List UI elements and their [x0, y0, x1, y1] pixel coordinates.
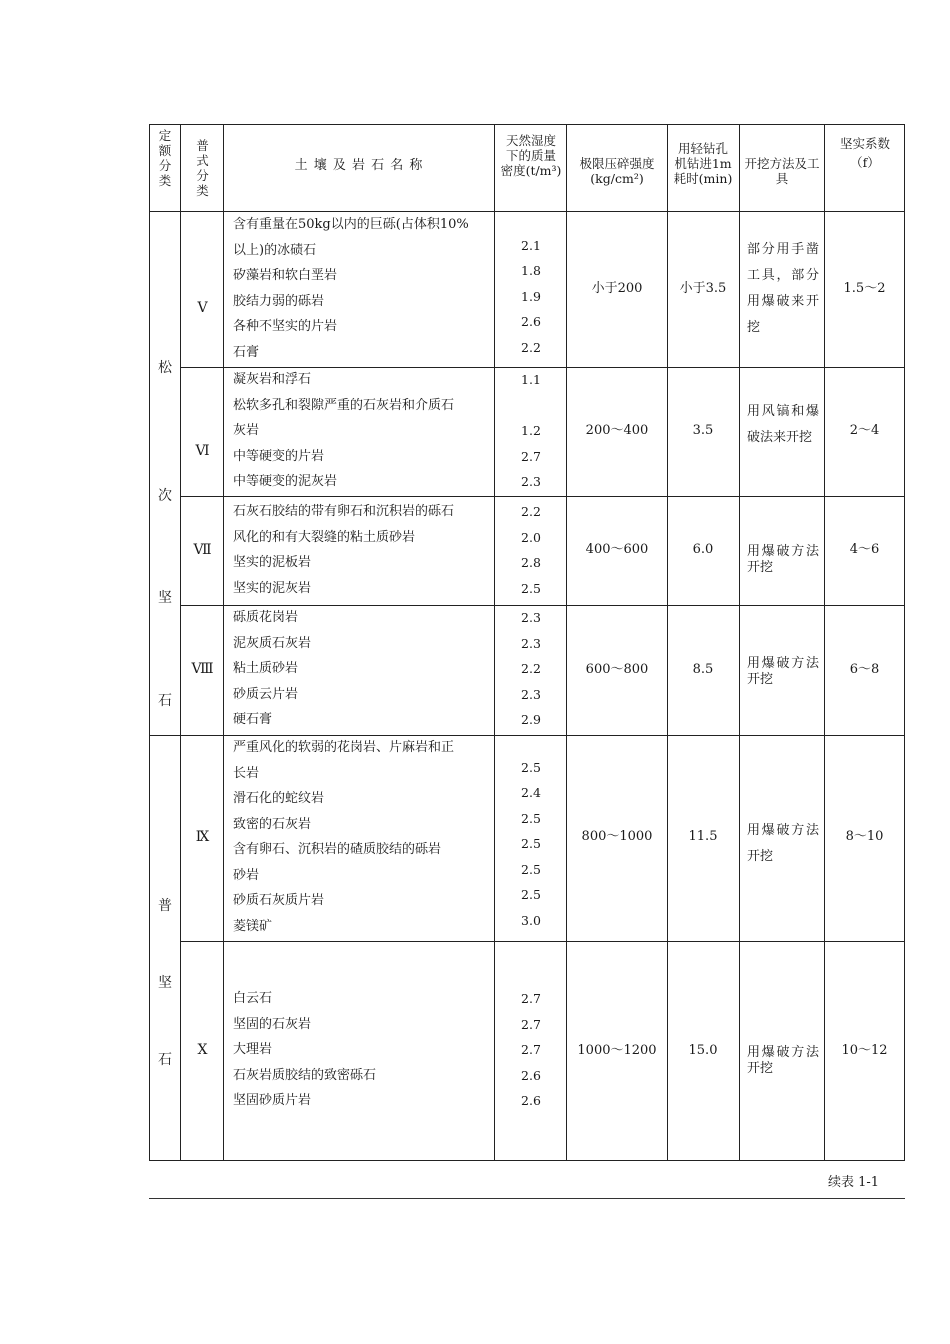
- category-char: 普: [158, 898, 172, 914]
- header-method: 开挖方法及工具: [744, 156, 820, 186]
- coef-value: 2～4: [849, 423, 880, 438]
- rock-name: 致密的石灰岩: [233, 816, 312, 832]
- continued-table-label: 续表 1-1: [828, 1175, 880, 1190]
- coef-value: 10～12: [841, 1043, 888, 1058]
- drill-time-value: 11.5: [688, 829, 718, 844]
- density-value: 2.6: [521, 314, 541, 329]
- rock-name: 砂岩: [233, 867, 260, 883]
- density-list: [496, 367, 566, 495]
- header-strength: 极限压碎强度(kg/cm²): [579, 156, 655, 186]
- density-value: 1.9: [521, 288, 541, 304]
- grade-label: Ⅶ: [193, 542, 212, 558]
- coef-value: 6～8: [849, 662, 880, 677]
- rock-name: 坚固的石灰岩: [233, 1016, 312, 1032]
- density-value: 2.8: [521, 555, 541, 570]
- drill-time-value: 小于3.5: [679, 281, 727, 296]
- rock-name: 中等硬变的片岩: [233, 448, 325, 464]
- rock-name: 坚固砂质片岩: [233, 1093, 312, 1108]
- density-value: 2.0: [521, 529, 541, 545]
- header-drill-time: 用轻钻孔机钻进1m耗时(min): [673, 141, 733, 186]
- rock-name: 矽藻岩和软白垩岩: [233, 268, 338, 283]
- strength-value: 400～600: [585, 542, 649, 557]
- rock-name: 坚实的泥灰岩: [233, 580, 312, 596]
- density-list: [496, 605, 566, 733]
- drill-time-value: 15.0: [688, 1043, 718, 1058]
- grade-label: Ⅷ: [191, 661, 214, 677]
- rock-name-list: [233, 367, 454, 495]
- density-value: 2.5: [521, 580, 541, 596]
- row-divider: [180, 941, 904, 942]
- drill-time-value: 3.5: [692, 423, 714, 438]
- rock-name: 含有重量在50kg以内的巨砾(占体积10%: [233, 217, 469, 232]
- rock-name-list: [233, 735, 454, 939]
- density-value: 2.7: [521, 991, 541, 1006]
- density-value: 2.9: [521, 712, 541, 727]
- density-value: 2.6: [521, 1093, 541, 1108]
- rock-name: 菱镁矿: [233, 918, 273, 934]
- rock-name: 石灰石胶结的带有卵石和沉积岩的砾石: [233, 504, 455, 519]
- rock-name: 含有卵石、沉积岩的碴质胶结的砾岩: [233, 842, 442, 857]
- drill-time-value: 6.0: [692, 542, 714, 557]
- strength-value: 600～800: [585, 662, 649, 677]
- rock-name-list: [233, 212, 469, 365]
- drill-time-value: 8.5: [692, 662, 714, 677]
- density-value: [496, 393, 566, 419]
- density-value: 2.5: [521, 759, 541, 775]
- header-name: 土 壤 及 岩 石 名 称: [294, 158, 424, 173]
- density-value: 2.2: [521, 661, 541, 676]
- method-text: 用爆破方法开挖: [747, 823, 819, 864]
- rock-name: 砂质云片岩: [233, 686, 299, 702]
- rock-name: 坚实的泥板岩: [233, 555, 312, 570]
- rock-name-list: [233, 499, 454, 601]
- strength-value: 小于200: [591, 281, 643, 296]
- density-value: 2.5: [521, 861, 541, 877]
- density-value: 2.5: [521, 810, 541, 826]
- density-value: 2.6: [521, 1067, 541, 1083]
- coef-value: 4～6: [849, 542, 880, 557]
- density-value: 2.7: [521, 448, 541, 464]
- rock-name: 石灰岩质胶结的致密砾石: [233, 1067, 377, 1083]
- col-divider: [739, 125, 740, 1160]
- density-list: [496, 207, 566, 360]
- rock-name: 风化的和有大裂缝的粘土质砂岩: [233, 529, 416, 545]
- category-char: 石: [158, 693, 172, 709]
- density-value: 1.2: [521, 423, 541, 438]
- method-text: 用风镐和爆破法来开挖: [747, 404, 819, 445]
- col-divider: [223, 125, 224, 1160]
- density-value: 2.3: [521, 635, 541, 651]
- rock-name: 凝灰岩和浮石: [233, 372, 312, 387]
- coef-value: 1.5～2: [843, 281, 886, 296]
- category-char: 次: [158, 488, 172, 504]
- density-list: [496, 499, 566, 601]
- density-list: [496, 986, 566, 1114]
- density-value: 2.2: [521, 339, 541, 355]
- rock-name: 粘土质砂岩: [233, 661, 299, 676]
- header-coef: 坚实系数（f）: [839, 136, 890, 170]
- header-density: 天然湿度下的质量密度(t/m³): [500, 133, 562, 178]
- density-value: 2.3: [521, 474, 541, 489]
- rock-name: 大理岩: [233, 1042, 273, 1057]
- density-value: 2.7: [521, 1042, 541, 1057]
- row-divider: [180, 496, 904, 497]
- density-value: 3.0: [521, 912, 541, 928]
- col-divider: [494, 125, 495, 1160]
- coef-value: 8～10: [845, 829, 884, 844]
- rock-name: 松软多孔和裂隙严重的石灰岩和介质石: [233, 397, 455, 413]
- density-value: 2.4: [521, 785, 541, 800]
- category-char: 松: [158, 360, 172, 376]
- strength-value: 800～1000: [581, 829, 653, 844]
- rock-name-list: [233, 986, 376, 1114]
- density-value: 2.1: [521, 237, 541, 253]
- density-value: 2.5: [521, 836, 541, 851]
- density-value: [496, 729, 566, 755]
- rock-name: 以上)的冰碛石: [233, 242, 317, 258]
- rock-name: 灰岩: [233, 423, 260, 438]
- rock-name: 泥灰质石灰岩: [233, 635, 312, 651]
- density-value: 1.8: [521, 263, 541, 278]
- category-char: 坚: [158, 590, 172, 606]
- grade-label: Ⅴ: [197, 300, 208, 316]
- method-text: 用爆破方法开挖: [747, 544, 819, 575]
- category-char: 石: [158, 1052, 172, 1068]
- category-char: 坚: [158, 975, 172, 991]
- header-quota-class: 定额分类: [158, 128, 172, 188]
- col-divider: [180, 125, 181, 1160]
- density-value: 2.5: [521, 887, 541, 902]
- rock-name: 石膏: [233, 344, 260, 360]
- rock-name: 各种不坚实的片岩: [233, 319, 338, 334]
- strength-value: 1000～1200: [577, 1043, 657, 1058]
- method-text: 用爆破方法开挖: [747, 656, 819, 687]
- strength-value: 200～400: [585, 423, 649, 438]
- rock-name: 中等硬变的泥灰岩: [233, 474, 338, 489]
- grade-label: Ⅹ: [197, 1042, 208, 1058]
- rock-name: 砂质石灰质片岩: [233, 893, 325, 908]
- density-value: [496, 207, 566, 233]
- density-value: 2.2: [521, 504, 541, 519]
- density-value: 2.3: [521, 686, 541, 702]
- header-common-class: 普式分类: [196, 138, 209, 198]
- density-list: [496, 729, 566, 933]
- method-text: 用爆破方法开挖: [747, 1045, 819, 1076]
- rock-name: 胶结力弱的砾岩: [233, 293, 325, 309]
- density-value: 2.7: [521, 1016, 541, 1032]
- density-value: 2.3: [521, 610, 541, 625]
- method-text: 部分用手凿工具，部分用爆破来开挖: [747, 242, 819, 335]
- footer-rule: [149, 1198, 905, 1199]
- rock-name: 严重风化的软弱的花岗岩、片麻岩和正: [233, 740, 455, 755]
- rock-name: 长岩: [233, 765, 260, 781]
- density-value: 1.1: [521, 372, 541, 387]
- rock-name-list: [233, 605, 311, 733]
- rock-name: 硬石膏: [233, 712, 273, 727]
- rock-name: 砾质花岗岩: [233, 610, 299, 625]
- rock-name: 滑石化的蛇纹岩: [233, 791, 325, 806]
- rock-name: 白云石: [233, 991, 273, 1006]
- grade-label: Ⅸ: [195, 829, 210, 845]
- grade-label: Ⅵ: [195, 443, 210, 459]
